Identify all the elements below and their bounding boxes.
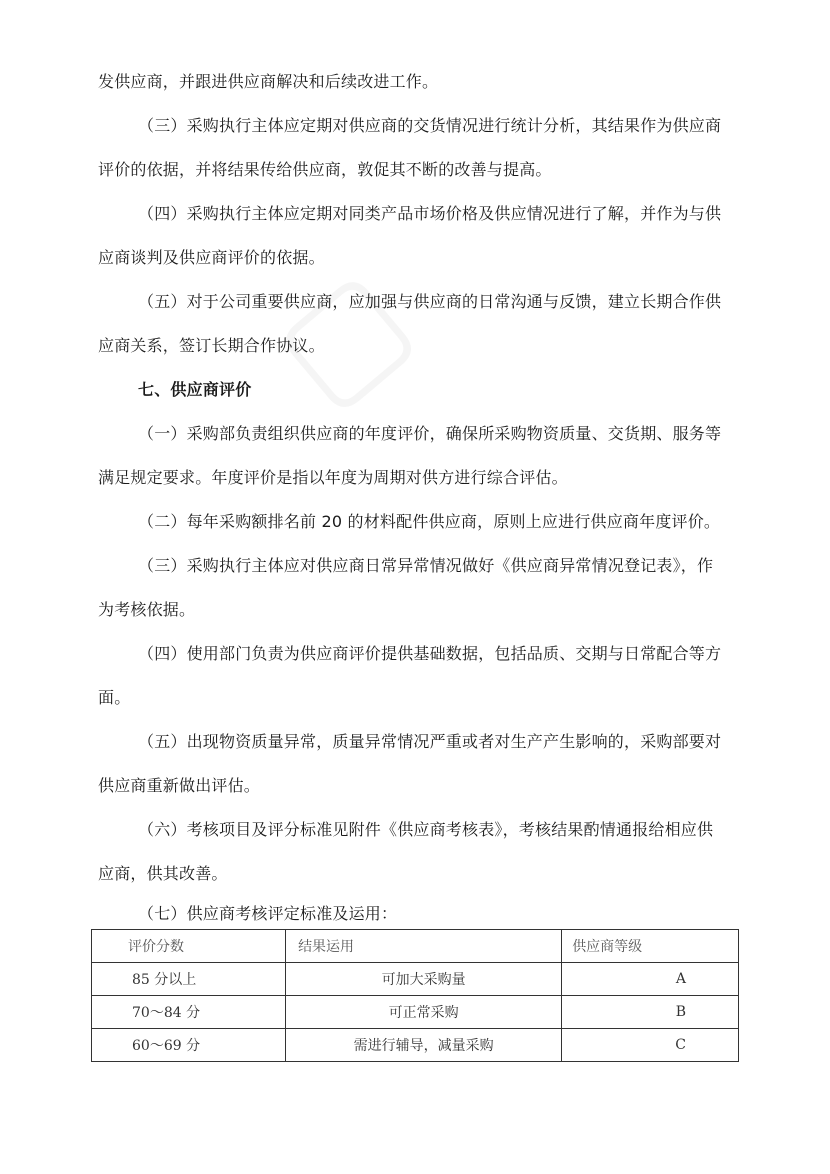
item-1-line-1: （一）采购部负责组织供应商的年度评价，确保所采购物资质量、交货期、服务等: [138, 424, 722, 443]
paragraph-4-line-1: （四）采购执行主体应定期对同类产品市场价格及供应情况进行了解，并作为与供: [138, 204, 722, 223]
item-6-line-1: （六）考核项目及评分标准见附件《供应商考核表》，考核结果酌情通报给相应供: [138, 820, 714, 839]
section-heading: 七、供应商评价: [138, 380, 252, 399]
paragraph-3-line-1: （三）采购执行主体应定期对供应商的交货情况进行统计分析，其结果作为供应商: [138, 116, 722, 135]
table-cell-score: 85 分以上: [92, 963, 286, 996]
paragraph-5-line-2: 应商关系，签订长期合作协议。: [98, 336, 325, 355]
table-cell-score: 60～69 分: [92, 1029, 286, 1062]
item-7-line-1: （七）供应商考核评定标准及运用：: [138, 904, 398, 923]
paragraph-3-line-2: 评价的依据，并将结果传给供应商，敦促其不断的改善与提高。: [98, 160, 552, 179]
item-5-line-1: （五）出现物资质量异常，质量异常情况严重或者对生产产生影响的，采购部要对: [138, 732, 722, 751]
item-5-line-2: 供应商重新做出评估。: [98, 776, 261, 795]
table-cell-usage: 可加大采购量: [286, 963, 562, 996]
paragraph-5-line-1: （五）对于公司重要供应商，应加强与供应商的日常沟通与反馈，建立长期合作供: [138, 292, 722, 311]
table-row: [92, 996, 739, 1029]
item-3-line-2: 为考核依据。: [98, 600, 196, 619]
paragraph-continuation: 发供应商，并跟进供应商解决和后续改进工作。: [98, 72, 439, 91]
table-header-row: [92, 930, 739, 963]
table-row: [92, 963, 739, 996]
table-cell-grade: B: [562, 996, 739, 1029]
table-cell-grade: C: [562, 1029, 739, 1062]
table-cell-grade: A: [562, 963, 739, 996]
table-header-cell: 结果运用: [286, 930, 562, 963]
table-cell-usage: 需进行辅导，减量采购: [286, 1029, 562, 1062]
table-cell-usage: 可正常采购: [286, 996, 562, 1029]
item-3-line-1: （三）采购执行主体应对供应商日常异常情况做好《供应商异常情况登记表》，作: [138, 556, 714, 575]
item-4-line-1: （四）使用部门负责为供应商评价提供基础数据，包括品质、交期与日常配合等方: [138, 644, 722, 663]
table-row: [92, 1029, 739, 1062]
evaluation-table: [91, 929, 739, 1062]
item-1-line-2: 满足规定要求。年度评价是指以年度为周期对供方进行综合评估。: [98, 468, 568, 487]
paragraph-4-line-2: 应商谈判及供应商评价的依据。: [98, 248, 325, 267]
table-header-cell: 评价分数: [92, 930, 286, 963]
item-4-line-2: 面。: [98, 688, 131, 707]
table-header-cell: 供应商等级: [562, 930, 739, 963]
table-cell-score: 70～84 分: [92, 996, 286, 1029]
item-6-line-2: 应商，供其改善。: [98, 864, 228, 883]
item-2-line-1: （二）每年采购额排名前 20 的材料配件供应商，原则上应进行供应商年度评价。: [138, 512, 721, 531]
